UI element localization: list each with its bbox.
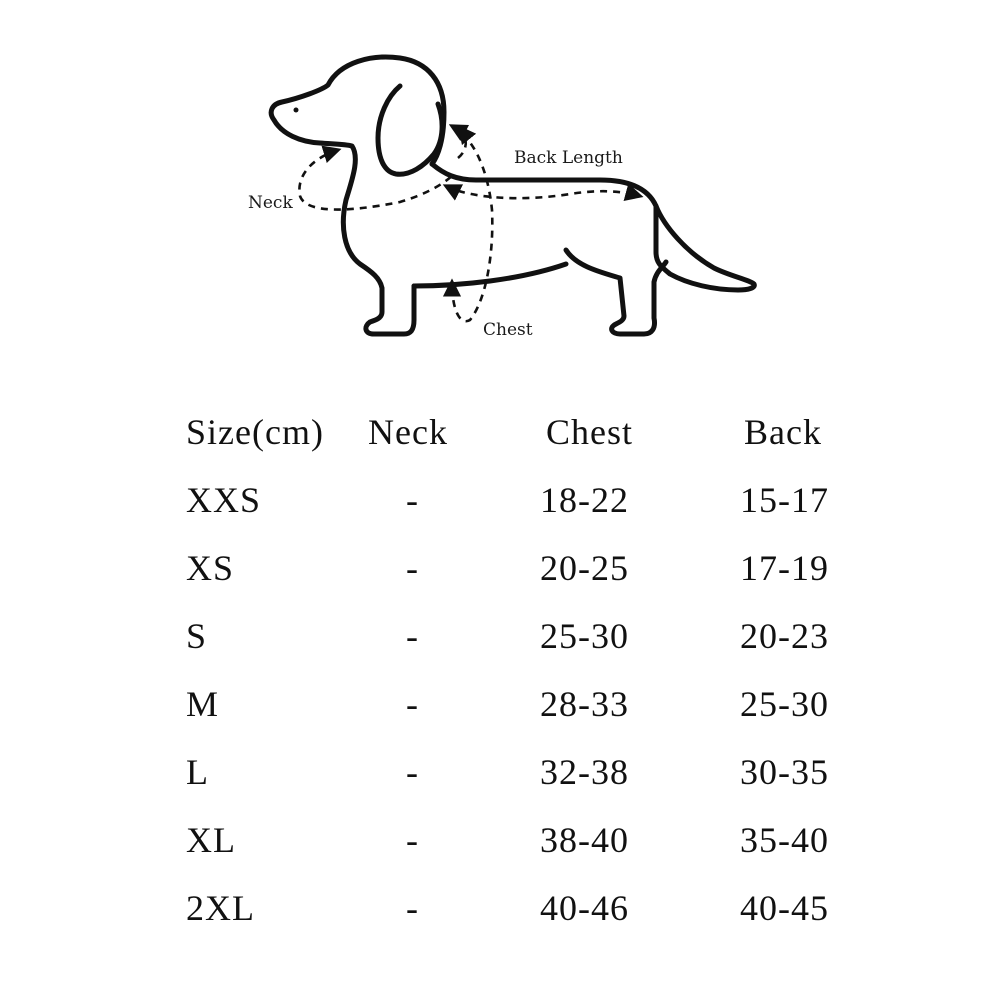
chest-measure-line	[452, 126, 492, 321]
table-row	[186, 466, 886, 534]
row-back: 30-35	[740, 752, 829, 792]
header-neck: Neck	[368, 412, 448, 452]
header-back: Back	[744, 412, 822, 452]
table-row	[186, 670, 886, 738]
dachshund-outline-icon	[0, 0, 1000, 360]
header-size: Size(cm)	[186, 412, 324, 452]
neck-top-arrow	[458, 128, 466, 158]
row-neck: -	[406, 480, 419, 520]
chest-label: Chest	[483, 320, 533, 340]
row-size: L	[186, 752, 209, 792]
row-back: 35-40	[740, 820, 829, 860]
table-row	[186, 874, 886, 942]
row-size: S	[186, 616, 208, 656]
row-size: XS	[186, 548, 235, 588]
row-chest: 40-46	[540, 888, 629, 928]
row-chest: 18-22	[540, 480, 629, 520]
row-neck: -	[406, 888, 419, 928]
row-chest: 25-30	[540, 616, 629, 656]
row-size: XL	[186, 820, 236, 860]
row-neck: -	[406, 548, 419, 588]
row-chest: 28-33	[540, 684, 629, 724]
row-back: 20-23	[740, 616, 829, 656]
table-header-row	[186, 398, 886, 466]
row-neck: -	[406, 684, 419, 724]
size-chart-table	[186, 398, 886, 942]
measurement-diagram	[0, 0, 1000, 360]
row-size: M	[186, 684, 220, 724]
row-chest: 32-38	[540, 752, 629, 792]
back-length-measure-line	[446, 186, 640, 198]
row-back: 15-17	[740, 480, 829, 520]
row-back: 40-45	[740, 888, 829, 928]
table-row	[186, 534, 886, 602]
row-chest: 38-40	[540, 820, 629, 860]
row-size: XXS	[186, 480, 262, 520]
neck-label: Neck	[248, 193, 293, 213]
row-back: 25-30	[740, 684, 829, 724]
table-row	[186, 806, 886, 874]
back-length-label: Back Length	[514, 148, 623, 168]
table-row	[186, 602, 886, 670]
row-neck: -	[406, 820, 419, 860]
row-chest: 20-25	[540, 548, 629, 588]
row-size: 2XL	[186, 888, 255, 928]
table-row	[186, 738, 886, 806]
header-chest: Chest	[546, 412, 634, 452]
row-back: 17-19	[740, 548, 829, 588]
row-neck: -	[406, 616, 419, 656]
row-neck: -	[406, 752, 419, 792]
dog-silhouette	[271, 57, 754, 334]
